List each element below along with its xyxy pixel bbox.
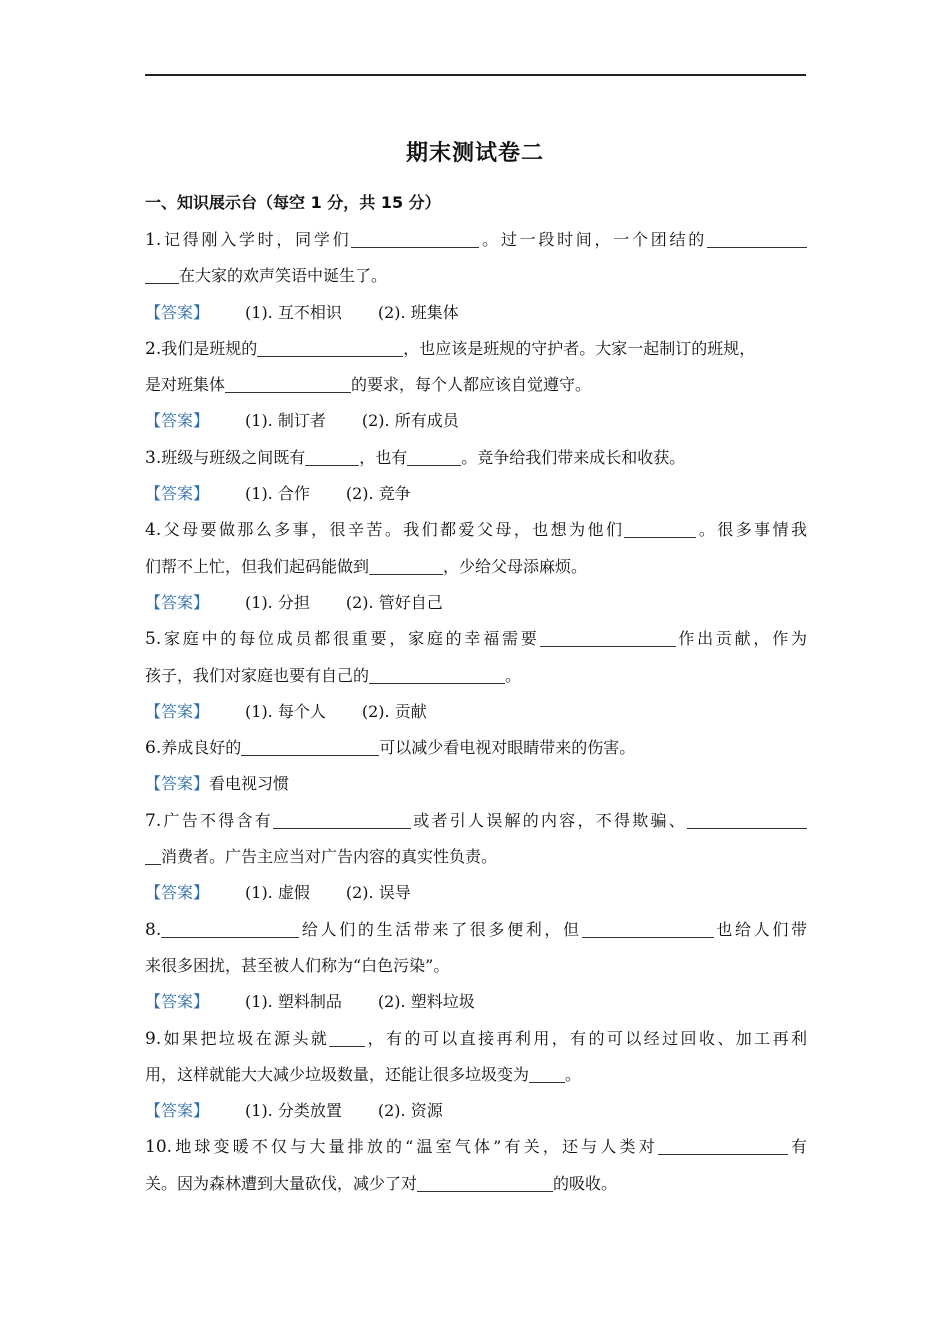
- answer-blank[interactable]: [582, 936, 714, 938]
- question-number: 3.: [145, 447, 162, 468]
- answer-tag: 【答案】: [145, 701, 210, 721]
- answer-8: 【答案】 (1). 塑料制品 (2). 塑料垃圾: [145, 992, 475, 1012]
- answer-6: 【答案】看电视习惯: [145, 774, 290, 794]
- answer-tag: 【答案】: [145, 411, 210, 431]
- answer-9: 【答案】 (1). 分类放置 (2). 资源: [145, 1101, 443, 1121]
- question-number: 5.: [145, 629, 162, 650]
- answer-2: 【答案】 (1). 制订者 (2). 所有成员: [145, 411, 459, 431]
- question-9-line-1: 9.如果把垃圾在源头就 ，有的可以直接再利用，有的可以经过回收、加工再利: [145, 1028, 807, 1049]
- answer-blank[interactable]: [369, 573, 443, 575]
- question-4-line-1: 4.父母要做那么多事，很辛苦。我们都爱父母，也想为他们 。很多事情我: [145, 520, 807, 541]
- answer-blank[interactable]: [624, 536, 696, 538]
- question-3-line-1: 3.班级与班级之间既有 ，也有 。竞争给我们带来成长和收获。: [145, 447, 686, 468]
- question-1-line-1: 1.记得刚入学时，同学们 。过一段时间，一个团结的: [145, 222, 807, 258]
- answer-tag: 【答案】: [145, 992, 210, 1012]
- question-8-line-2: 来很多困扰，甚至被人们称为“白色污染”。: [145, 955, 450, 975]
- question-number: 8.: [145, 919, 162, 940]
- question-2-line-1: 2.我们是班规的 ，也应该是班规的守护者。大家一起制订的班规，: [145, 338, 756, 359]
- question-list: [145, 222, 807, 1202]
- section-heading: 一、知识展示台（每空 1 分，共 15 分）: [145, 193, 441, 212]
- answer-blank[interactable]: [273, 827, 411, 829]
- question-2-line-2: 是对班集体 的要求，每个人都应该自觉遵守。: [145, 375, 592, 395]
- question-7-line-1: 7.广告不得含有 或者引人误解的内容，不得欺骗、: [145, 803, 807, 839]
- question-number: 4.: [145, 520, 162, 541]
- question-number: 1.: [145, 230, 162, 250]
- answer-tag: 【答案】: [145, 1101, 210, 1121]
- question-5-line-1: 5.家庭中的每位成员都很重要，家庭的幸福需要 作出贡献，作为: [145, 629, 807, 650]
- question-7-line-2: 消费者。广告主应当对广告内容的真实性负责。: [145, 839, 807, 875]
- answer-4: 【答案】 (1). 分担 (2). 管好自己: [145, 592, 443, 612]
- question-10-line-2: 关。因为森林遭到大量砍伐，减少了对 的吸收。: [145, 1173, 618, 1193]
- question-number: 6.: [145, 738, 162, 759]
- question-8-line-1: 8. 给人们的生活带来了很多便利，但 也给人们带: [145, 919, 807, 940]
- answer-blank[interactable]: [161, 936, 299, 938]
- question-10-line-1: 10.地球变暖不仅与大量排放的“温室气体”有关，还与人类对 有: [145, 1137, 807, 1158]
- answer-blank[interactable]: [225, 391, 351, 393]
- question-1-line-2: 在大家的欢声笑语中诞生了。: [145, 258, 807, 294]
- answer-tag: 【答案】: [145, 592, 210, 612]
- answer-blank[interactable]: [407, 464, 461, 466]
- answer-tag: 【答案】: [145, 484, 210, 504]
- answer-blank[interactable]: [257, 355, 403, 357]
- answer-blank[interactable]: [241, 754, 379, 756]
- answer-blank[interactable]: [540, 645, 676, 647]
- question-5-line-2: 孩子，我们对家庭也要有自己的 。: [145, 665, 522, 685]
- answer-1: 【答案】 (1). 互不相识 (2). 班集体: [145, 302, 459, 322]
- answer-blank[interactable]: [351, 246, 479, 248]
- answer-3: 【答案】 (1). 合作 (2). 竞争: [145, 484, 411, 504]
- answer-tag: 【答案】: [145, 774, 210, 794]
- answer-tag: 【答案】: [145, 302, 210, 322]
- question-4-line-2: 们帮不上忙，但我们起码能做到 ，少给父母添麻烦。: [145, 556, 588, 576]
- question-number: 9.: [145, 1028, 162, 1049]
- answer-blank[interactable]: [145, 282, 179, 284]
- answer-5: 【答案】 (1). 每个人 (2). 贡献: [145, 701, 427, 721]
- answer-blank[interactable]: [417, 1190, 553, 1192]
- answer-tag: 【答案】: [145, 883, 210, 903]
- answer-7: 【答案】 (1). 虚假 (2). 误导: [145, 883, 411, 903]
- header-rule: [145, 74, 806, 76]
- answer-blank[interactable]: [529, 1081, 565, 1083]
- question-number: 7.: [145, 810, 162, 831]
- page-title: 期末测试卷二: [405, 141, 544, 166]
- answer-blank[interactable]: [305, 464, 359, 466]
- question-6-line-1: 6.养成良好的 可以减少看电视对眼睛带来的伤害。: [145, 738, 636, 759]
- answer-blank[interactable]: [329, 1045, 365, 1047]
- question-9-line-2: 用，这样就能大大减少垃圾数量，还能让很多垃圾变为 。: [145, 1064, 582, 1084]
- answer-blank[interactable]: [707, 246, 807, 248]
- answer-blank[interactable]: [145, 863, 161, 865]
- question-number: 10.: [145, 1137, 173, 1158]
- answer-blank[interactable]: [369, 682, 505, 684]
- answer-blank[interactable]: [658, 1153, 788, 1155]
- question-number: 2.: [145, 338, 162, 359]
- answer-blank[interactable]: [687, 827, 807, 829]
